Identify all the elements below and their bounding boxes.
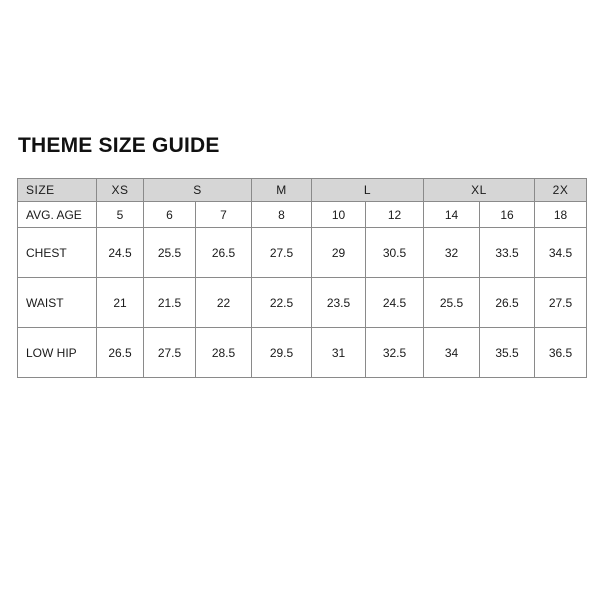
table-cell: 26.5 bbox=[196, 228, 252, 278]
table-cell: 6 bbox=[144, 202, 196, 228]
table-cell: 14 bbox=[424, 202, 480, 228]
size-header-xs: XS bbox=[97, 179, 144, 202]
table-cell: 16 bbox=[480, 202, 535, 228]
table-cell: 12 bbox=[366, 202, 424, 228]
size-header-s: S bbox=[144, 179, 252, 202]
table-cell: 26.5 bbox=[97, 328, 144, 378]
table-cell: 27.5 bbox=[535, 278, 587, 328]
table-row-waist bbox=[18, 278, 587, 328]
page-title: THEME SIZE GUIDE bbox=[18, 134, 220, 157]
row-label: LOW HIP bbox=[18, 328, 97, 378]
row-label: AVG. AGE bbox=[18, 202, 97, 228]
table-cell: 30.5 bbox=[366, 228, 424, 278]
table-cell: 22 bbox=[196, 278, 252, 328]
table-cell: 32.5 bbox=[366, 328, 424, 378]
table-cell: 31 bbox=[312, 328, 366, 378]
table-cell: 5 bbox=[97, 202, 144, 228]
table-cell: 7 bbox=[196, 202, 252, 228]
table-cell: 33.5 bbox=[480, 228, 535, 278]
table-row-avg-age bbox=[18, 202, 587, 228]
table-cell: 23.5 bbox=[312, 278, 366, 328]
row-label: WAIST bbox=[18, 278, 97, 328]
table-cell: 24.5 bbox=[97, 228, 144, 278]
size-header-2x: 2X bbox=[535, 179, 587, 202]
size-header-xl: XL bbox=[424, 179, 535, 202]
table-cell: 28.5 bbox=[196, 328, 252, 378]
table-row-chest bbox=[18, 228, 587, 278]
table-cell: 34.5 bbox=[535, 228, 587, 278]
size-header-label: SIZE bbox=[18, 179, 97, 202]
table-cell: 21 bbox=[97, 278, 144, 328]
table-cell: 27.5 bbox=[252, 228, 312, 278]
table-cell: 27.5 bbox=[144, 328, 196, 378]
size-header-l: L bbox=[312, 179, 424, 202]
table-cell: 8 bbox=[252, 202, 312, 228]
table-cell: 10 bbox=[312, 202, 366, 228]
table-cell: 18 bbox=[535, 202, 587, 228]
table-cell: 35.5 bbox=[480, 328, 535, 378]
table-cell: 36.5 bbox=[535, 328, 587, 378]
size-header-row bbox=[18, 179, 587, 202]
row-label: CHEST bbox=[18, 228, 97, 278]
table-cell: 29 bbox=[312, 228, 366, 278]
table-cell: 25.5 bbox=[424, 278, 480, 328]
table-cell: 32 bbox=[424, 228, 480, 278]
table-row-low-hip bbox=[18, 328, 587, 378]
size-guide-table bbox=[17, 178, 587, 378]
table-cell: 34 bbox=[424, 328, 480, 378]
table-cell: 21.5 bbox=[144, 278, 196, 328]
table-cell: 25.5 bbox=[144, 228, 196, 278]
table-cell: 29.5 bbox=[252, 328, 312, 378]
size-header-m: M bbox=[252, 179, 312, 202]
table-cell: 22.5 bbox=[252, 278, 312, 328]
table-cell: 24.5 bbox=[366, 278, 424, 328]
table-cell: 26.5 bbox=[480, 278, 535, 328]
